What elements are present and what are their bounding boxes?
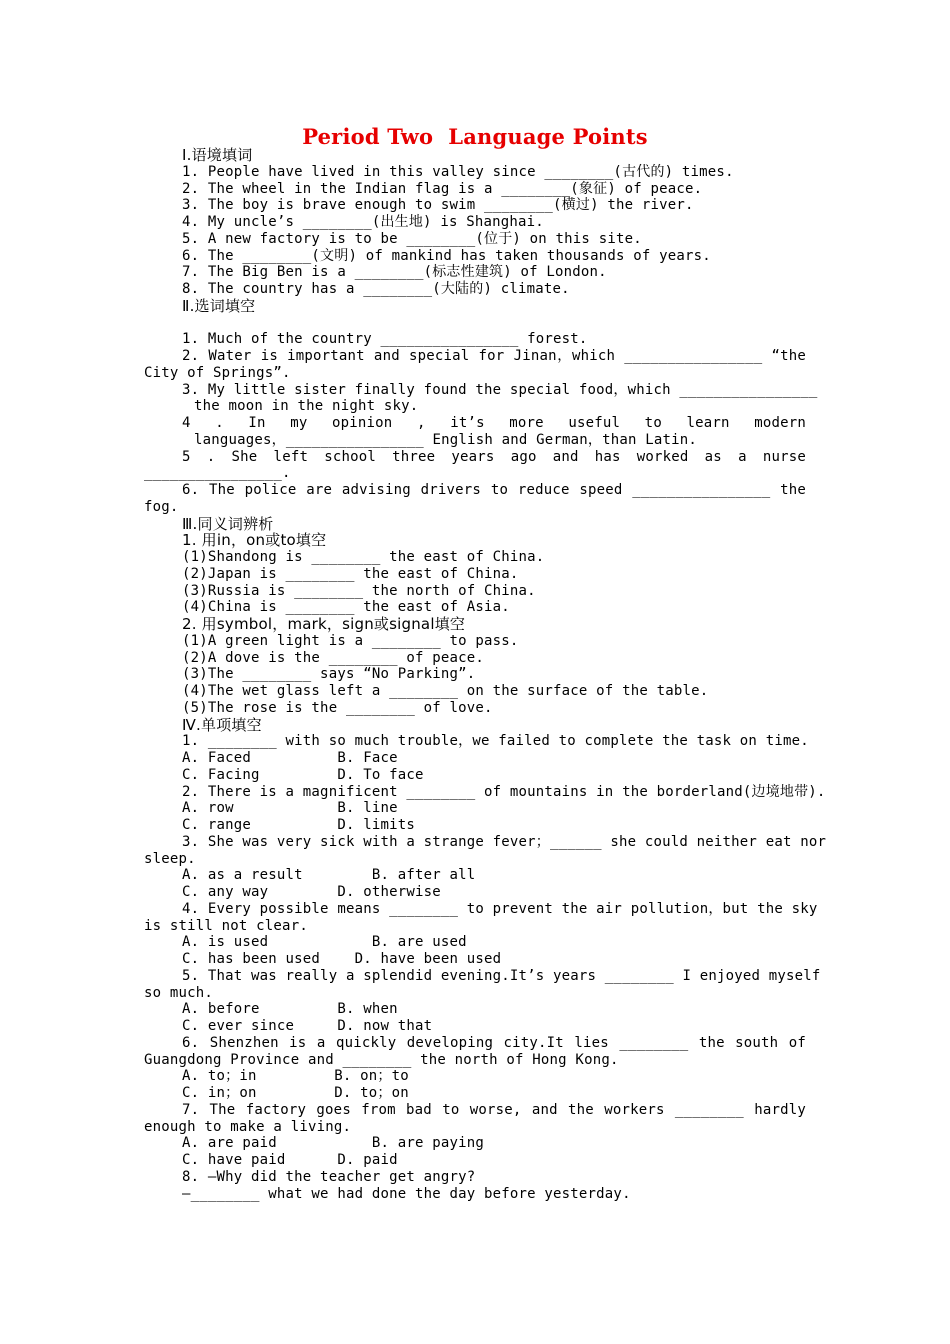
- blank-line: [0, 315, 950, 332]
- text-line: 7. The factory goes from bad to worse, and the workers ________ hardly: [182, 1101, 806, 1118]
- text-line: —________ what we had done the day before yesterday.: [182, 1185, 631, 1202]
- text-line: (4)China is ________ the east of Asia.: [182, 599, 510, 616]
- text-line: Guangdong Province and ________ the north of Hong Kong.: [144, 1051, 619, 1068]
- text-line: 2. The wheel in the Indian flag is a ________(象征) of peace.: [182, 180, 703, 197]
- text-line: 7. The Big Ben is a ________(标志性建筑) of London.: [182, 264, 607, 281]
- text-line: 1. People have lived in this valley since ________(古代的) times.: [182, 163, 734, 180]
- text-line: 1. ________ with so much trouble，we failed to complete the task on time.: [182, 733, 809, 750]
- text-line: A. as a result B. after all: [182, 867, 476, 884]
- page-title: Period Two Language Points: [302, 124, 648, 149]
- text-line: 8. —Why did the teacher get angry?: [182, 1168, 476, 1185]
- text-line: (3)The ________ says “No Parking”.: [182, 666, 476, 683]
- text-line: A. are paid B. are paying: [182, 1135, 485, 1152]
- text-line: Ⅱ.选词填空: [182, 296, 256, 315]
- text-line: C. ever since D. now that: [182, 1018, 433, 1034]
- text-line: C. Facing D. To face: [182, 766, 424, 783]
- text-line: A. to；in B. on；to: [182, 1068, 409, 1085]
- text-line: C. have paid D. paid: [182, 1152, 398, 1168]
- text-line: C. has been used D. have been used: [182, 951, 502, 967]
- text-line: 2. There is a magnificent ________ of mountains in the borderland(边境地带).: [182, 783, 826, 800]
- text-line: 1. 用in，on或to填空: [182, 531, 327, 550]
- text-line: A. Faced B. Face: [182, 750, 398, 766]
- text-line: A. before B. when: [182, 1001, 398, 1018]
- text-line: Ⅰ.语境填词: [182, 146, 253, 164]
- text-line: sleep.: [144, 850, 196, 867]
- text-line: 4 . In my opinion , it’s more useful to learn modern: [182, 415, 806, 431]
- text-line: (2)A dove is the ________ of peace.: [182, 649, 485, 666]
- text-line: (3)Russia is ________ the north of China.: [182, 582, 536, 599]
- text-line: City of Springs”.: [144, 364, 291, 381]
- text-line: 6. The police are advising drivers to reduce speed ________________ the: [182, 482, 806, 498]
- text-line: A. row B. line: [182, 800, 398, 817]
- text-line: 5. That was really a splendid evening.It’s years ________ I enjoyed myself: [182, 967, 821, 984]
- text-line: 8. The country has a ________(大陆的) climate.: [182, 281, 570, 297]
- text-line: 4. Every possible means ________ to prevent the air pollution，but the sky: [182, 900, 818, 917]
- text-line: (1)Shandong is ________ the east of China.: [182, 549, 545, 565]
- text-line: fog.: [144, 498, 179, 515]
- text-line: ________________.: [144, 465, 291, 482]
- text-line: (1)A green light is a ________ to pass.: [182, 632, 519, 649]
- text-line: the moon in the night sky.: [194, 398, 419, 415]
- text-line: 1. Much of the country ________________ forest.: [182, 331, 588, 348]
- text-line: languages，________________ English and German，than Latin.: [194, 431, 697, 448]
- text-line: Ⅳ.单项填空: [182, 715, 262, 734]
- text-line: 3. The boy is brave enough to swim ________(横过) the river.: [182, 197, 694, 214]
- text-line: 5. A new factory is to be ________(位于) on this site.: [182, 230, 642, 247]
- text-line: so much.: [144, 984, 214, 1001]
- document-body: [0, 147, 950, 1202]
- text-line: 3. My little sister finally found the special food，which ________________: [182, 381, 818, 398]
- text-line: (2)Japan is ________ the east of China.: [182, 565, 519, 582]
- text-line: (5)The rose is the ________ of love.: [182, 699, 493, 716]
- text-line: 6. The ________(文明) of mankind has taken thousands of years.: [182, 247, 711, 264]
- text-line: C. in；on D. to；on: [182, 1085, 409, 1101]
- text-line: is still not clear.: [144, 917, 308, 934]
- text-line: 2. Water is important and special for Jinan，which ________________ “the: [182, 348, 806, 364]
- text-line: Ⅲ.同义词辨析: [182, 514, 274, 533]
- text-line: 5 . She left school three years ago and has worked as a nurse: [182, 448, 806, 465]
- text-line: C. range D. limits: [182, 817, 415, 833]
- text-line: 2. 用symbol，mark，sign或signal填空: [182, 615, 466, 633]
- text-line: (4)The wet glass left a ________ on the surface of the table.: [182, 683, 709, 699]
- text-line: 3. She was very sick with a strange fever；______ she could neither eat nor: [182, 833, 827, 850]
- text-line: A. is used B. are used: [182, 934, 467, 951]
- text-line: 6. Shenzhen is a quickly developing city.It lies ________ the south of: [182, 1034, 806, 1051]
- text-line: C. any way D. otherwise: [182, 884, 441, 900]
- text-line: enough to make a living.: [144, 1118, 352, 1135]
- text-line: 4. My uncle’s ________(出生地) is Shanghai.: [182, 214, 544, 230]
